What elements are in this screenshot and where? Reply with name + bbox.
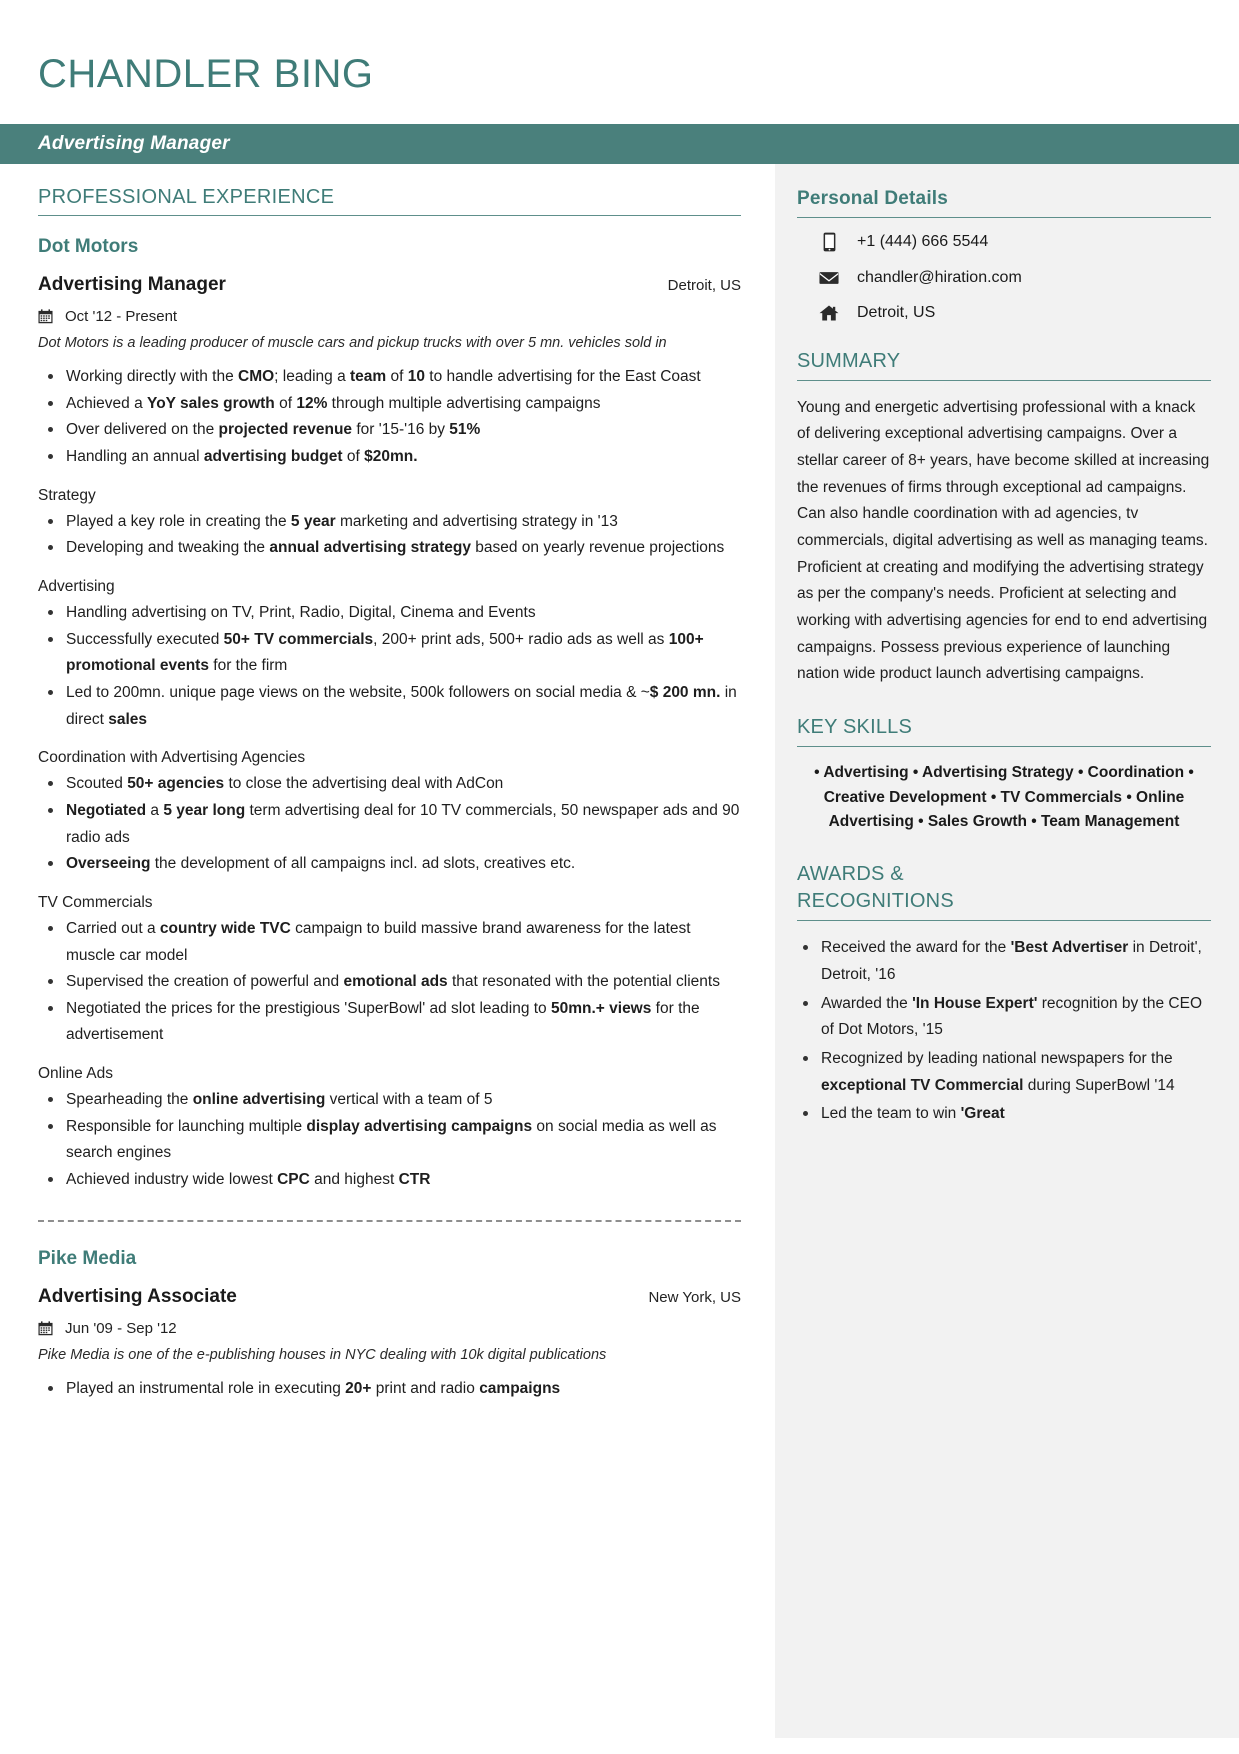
envelope-icon [819,270,839,286]
role-location: Detroit, US [667,277,741,294]
awards-list [797,935,1211,1128]
contact-row[interactable] [797,269,1211,287]
bullet-list [38,364,741,471]
bullet-item: Handling an annual advertising budget of $20mn. [38,444,741,471]
bullet-item: Negotiated the prices for the prestigious 'SuperBowl' ad slot leading to 50mn.+ views for the advertisement [38,996,741,1049]
resume-body [0,164,1239,1738]
calendar-icon [38,1321,53,1336]
company-description: Pike Media is one of the e-publishing houses in NYC dealing with 10k digital publications [38,1346,607,1363]
job-separator [38,1220,741,1222]
date-row [38,1320,741,1337]
contact-value: chandler@hiration.com [857,268,1022,286]
bullet-item: Carried out a country wide TVC campaign to build massive brand awareness for the latest muscle car model [38,916,741,969]
company-description: Dot Motors is a leading producer of muscle cars and pickup trucks with over 5 mn. vehicles sold in [38,335,667,351]
bullet-item: Scouted 50+ agencies to close the advertising deal with AdCon [38,771,741,798]
summary-text: Young and energetic advertising professional with a knack of delivering exceptional advertising campaigns. Over a stellar career of 8+ years, have become skilled at increasing the revenues of firms through exceptional ad campaigns. Can also handle coordination with ad agencies, tv commercials, digital advertising as well as managing teams. Proficient at creating and modifying the advertising strategy as per the company's needs. Proficient at selecting and working with advertising agencies for end to end advertising campaigns. Possess previous experience of launching nation wide product launch advertising campaigns. [797,398,1210,683]
role-row [38,1286,741,1308]
company-name: Pike Media [38,1247,137,1269]
bullet-item: Achieved a YoY sales growth of 12% through multiple advertising campaigns [38,391,741,418]
role-title: Advertising Manager [38,274,226,295]
personal-details-section [797,186,1211,322]
bullet-item: Achieved industry wide lowest CPC and highest CTR [38,1167,741,1194]
page-title: CHANDLER BING [38,52,374,96]
summary-section [797,348,1211,688]
bullet-item: Spearheading the online advertising vertical with a team of 5 [38,1087,741,1114]
section-title-personal-details: Personal Details [797,186,1211,218]
date-row [38,308,741,325]
bullet-item: Over delivered on the projected revenue for '15-'16 by 51% [38,417,741,444]
key-skills-section [797,714,1211,835]
bullet-list [38,916,741,1049]
bullet-item: Led to 200mn. unique page views on the website, 500k followers on social media & ~$ 200 mn. in direct sales [38,680,741,733]
bullet-item: Responsible for launching multiple display advertising campaigns on social media as well as search engines [38,1114,741,1167]
candidate-job-title: Advertising Manager [38,133,230,154]
section-title-key-skills: KEY SKILLS [797,714,1211,747]
jobs-container [38,236,741,1402]
bullet-list [38,509,741,562]
contact-row[interactable] [797,232,1211,252]
award-item: Received the award for the 'Best Advertiser in Detroit', Detroit, '16 [797,935,1211,988]
award-item: Led the team to win 'Great [797,1101,1211,1128]
role-row [38,274,741,296]
bullet-group-heading: TV Commercials [38,893,153,911]
home-icon [819,304,839,322]
employment-dates: Jun '09 - Sep '12 [65,1319,177,1337]
contacts-container [797,232,1211,322]
job-title-bar [0,124,1239,164]
bullet-list [38,771,741,878]
awards-section [797,861,1211,1128]
job-entry [38,236,741,1194]
bullet-list [38,1087,741,1194]
bullet-item: Overseeing the development of all campaigns incl. ad slots, creatives etc. [38,851,741,878]
bullet-item: Successfully executed 50+ TV commercials, 200+ print ads, 500+ radio ads as well as 100+ promotional events for the firm [38,627,741,680]
employment-dates: Oct '12 - Present [65,308,178,325]
bullet-group-heading: Advertising [38,577,115,595]
contact-value: Detroit, US [857,303,936,321]
bullet-group-heading: Strategy [38,486,96,504]
bullet-list [38,1376,741,1403]
mobile-phone-icon [819,232,839,252]
bullet-item: Working directly with the CMO; leading a team of 10 to handle advertising for the East Coast [38,364,741,391]
contact-row[interactable] [797,304,1211,322]
awards-title-line2: RECOGNITIONS [797,890,954,913]
bullet-item: Played a key role in creating the 5 year marketing and advertising strategy in '13 [38,509,741,536]
section-title-experience: PROFESSIONAL EXPERIENCE [38,186,741,216]
award-item: Awarded the 'In House Expert' recognition by the CEO of Dot Motors, '15 [797,991,1211,1044]
main-column [0,164,775,1738]
section-title-awards [797,861,1211,921]
award-item: Recognized by leading national newspapers for the exceptional TV Commercial during SuperBowl '14 [797,1046,1211,1099]
role-title: Advertising Associate [38,1285,237,1307]
sidebar-column [775,164,1239,1738]
job-entry [38,1248,741,1403]
bullet-item: Played an instrumental role in executing 20+ print and radio campaigns [38,1376,741,1403]
key-skills-text: • Advertising • Advertising Strategy • Coordination • Creative Development • TV Commercials • Online Advertising • Sales Growth • Team Management [814,763,1194,831]
awards-title-line1: AWARDS & [797,863,904,886]
bullet-group-heading: Online Ads [38,1065,113,1083]
section-title-summary: SUMMARY [797,348,1211,381]
bullet-list [38,600,741,733]
bullet-item: Supervised the creation of powerful and emotional ads that resonated with the potential clients [38,969,741,996]
contact-value: +1 (444) 666 5544 [857,232,989,250]
company-name: Dot Motors [38,236,139,257]
role-location: New York, US [648,1288,741,1306]
bullet-item: Handling advertising on TV, Print, Radio, Digital, Cinema and Events [38,600,741,627]
resume-header [0,0,1239,124]
bullet-item: Developing and tweaking the annual advertising strategy based on yearly revenue projections [38,535,741,562]
bullet-group-heading: Coordination with Advertising Agencies [38,749,306,767]
calendar-icon [38,309,53,324]
bullet-item: Negotiated a 5 year long term advertising deal for 10 TV commercials, 50 newspaper ads and 90 radio ads [38,798,741,851]
